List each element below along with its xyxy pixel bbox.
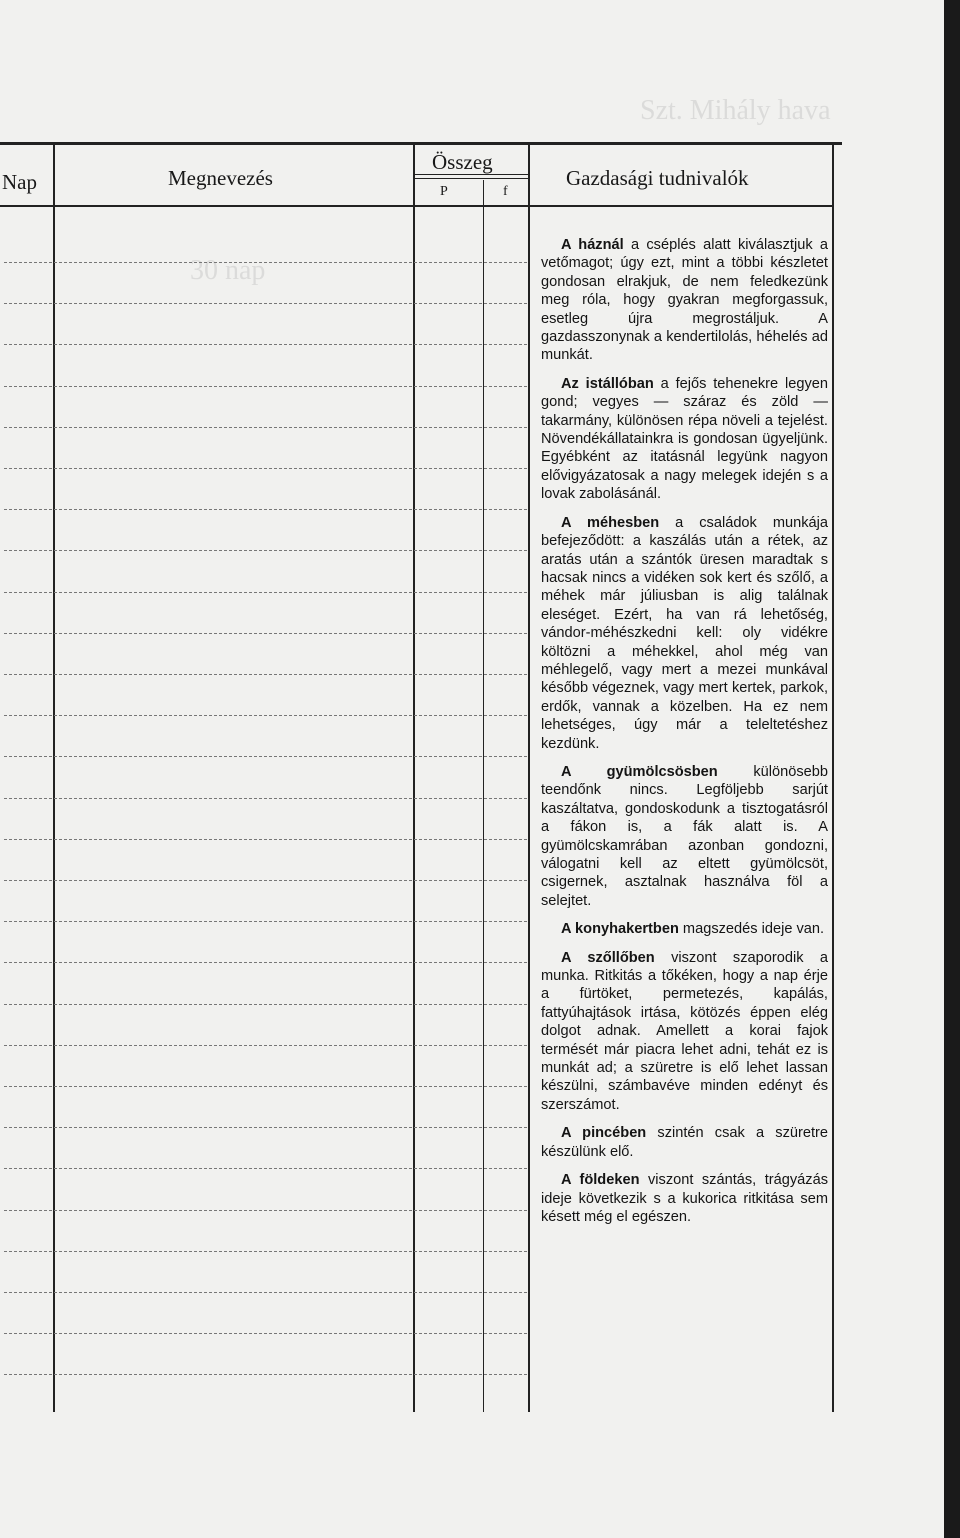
note-lead: A háznál [561,237,624,253]
note-text: különösebb teendőnk nincs. Legföljebb sarjút kaszáltatva, gondoskodunk a tisztogatásról a fákon is, a fák alatt is. A gyümölcskamrában azonban gondozni, válogatni kell az eltett gyümölcsöt, csigernek, asztalnak használva föl a selejtet. [541,763,828,909]
ledger-row-line [4,1127,527,1128]
ledger-row-line [4,550,527,551]
note-text: a fejős tehenekre legyen gond; vegyes — száraz és zöld — takarmány, különösen répa növeli a tejelést. Növendékállatainkra is gondosan ügyeljünk. Egyébként az itatásnál legyünk nagyon elővigyázatosak a nagy melegek idején s a lovak zabolásánál. [541,375,828,503]
note-lead: A méhesben [561,514,660,531]
ledger-row-line [4,468,527,469]
ledger-row-line [4,509,527,510]
ledger-row-line [4,1168,527,1169]
table-top-rule [0,142,842,145]
ledger-row-line [4,1292,527,1293]
ledger-row-line [4,303,527,304]
ledger-row-line [4,839,527,840]
note-lead: Az istállóban [561,375,654,392]
ledger-row-line [4,1086,527,1087]
note-paragraph [541,375,828,504]
ledger-row-line [4,880,527,881]
note-text: a családok munkája befejeződött: a kaszálás után a rétek, az aratás után a szántók üresen maradtak s hacsak nincs a vidéken sok kert és szőlő, a méhek már júliusban is alig találnak eleséget. Ezért, ha van rá lehetőség, vándor-méhészkedni kell: oly vidékre költözni a méhekkel, ahol még van méhlegelő, vagy mert a mezei munkával később végeznek, vagy mert kertek, parkok, erdők, vannak a közelben. Ha ez nem lehetséges, úgy már a teleltetéshez kezdünk. [541,514,828,752]
ledger-row-line [4,1004,527,1005]
note-paragraph [541,1171,828,1226]
osszeg-underline [415,178,528,179]
ledger-row-line [4,1251,527,1252]
note-text: szintén csak a szüretre készülünk elő. [541,1125,828,1160]
header-nap: Nap [2,170,37,194]
ledger-row-line [4,1210,527,1211]
note-text: magszedés ideje van. [678,921,825,938]
header-osszeg-p: P [440,184,448,199]
ledger-row-line [4,962,527,963]
header-tudnivalok: Gazdasági tudnivalók [566,166,749,190]
note-lead: A gyümölcsösben [561,763,718,780]
bleed-through-text: Szt. Mihály hava [640,95,831,126]
ledger-row-line [4,262,527,263]
column-divider [528,144,530,1412]
ledger-row-line [4,592,527,593]
page-edge-shadow [944,0,960,1538]
column-divider [832,144,834,1412]
ledger-row-line [4,1045,527,1046]
ledger-row-line [4,674,527,675]
gazdasagi-tudnivalok-text [541,236,828,1236]
ledger-row-line [4,344,527,345]
note-text: viszont szántás, trágyázás ideje következik s a kukorica ritkitása sem késett még el egészen. [541,1172,828,1225]
ledger-row-line [4,798,527,799]
column-divider [53,144,55,1412]
ledger-row-line [4,756,527,757]
note-paragraph [541,949,828,1115]
note-lead: A földeken [561,1172,640,1189]
header-osszeg: Összeg [432,150,493,174]
ledger-row-line [4,427,527,428]
note-lead: A szőllőben [561,949,655,966]
note-paragraph [541,920,828,938]
ledger-row-line [4,633,527,634]
note-paragraph [541,1124,828,1161]
ledger-row-line [4,921,527,922]
note-paragraph [541,236,828,365]
ledger-row-line [4,1374,527,1375]
note-lead: A konyhakertben [561,921,679,938]
table-header-rule [0,205,834,207]
note-text: a cséplés alatt kiválasztjuk a vetőmagot; úgy ezt, mint a többi készletet gondosan elrakjuk, de nem feledkezünk meg róla, hogy gyakran megforgassuk, esetleg újra megrostáljuk. A gazdasszonynak a kendertilolás, héhelés ad munkát. [541,237,829,364]
ledger-row-line [4,386,527,387]
header-megnevezes: Megnevezés [168,166,273,190]
note-lead: A pincében [561,1125,647,1142]
note-paragraph [541,763,828,910]
column-divider [483,180,484,1412]
ledger-row-line [4,1333,527,1334]
column-divider [413,144,415,1412]
header-osszeg-f: f [503,184,508,199]
ledger-row-line [4,715,527,716]
note-paragraph [541,514,828,753]
note-text: viszont szaporodik a munka. Ritkitás a tőkéken, hogy a nap érje a fürtöket, permetezés, kapálás, fattyúhajtások irtása, kötözés éppen elég dolgot adnak. Amellett a korai fajok termését már piacra lehet adni, tehát ez is munkát ad; a szüretre is elő lehet lassan készülni, számbavéve minden edényt és szerszámot. [541,949,828,1113]
bleed-through-text: 30 nap [190,255,266,286]
